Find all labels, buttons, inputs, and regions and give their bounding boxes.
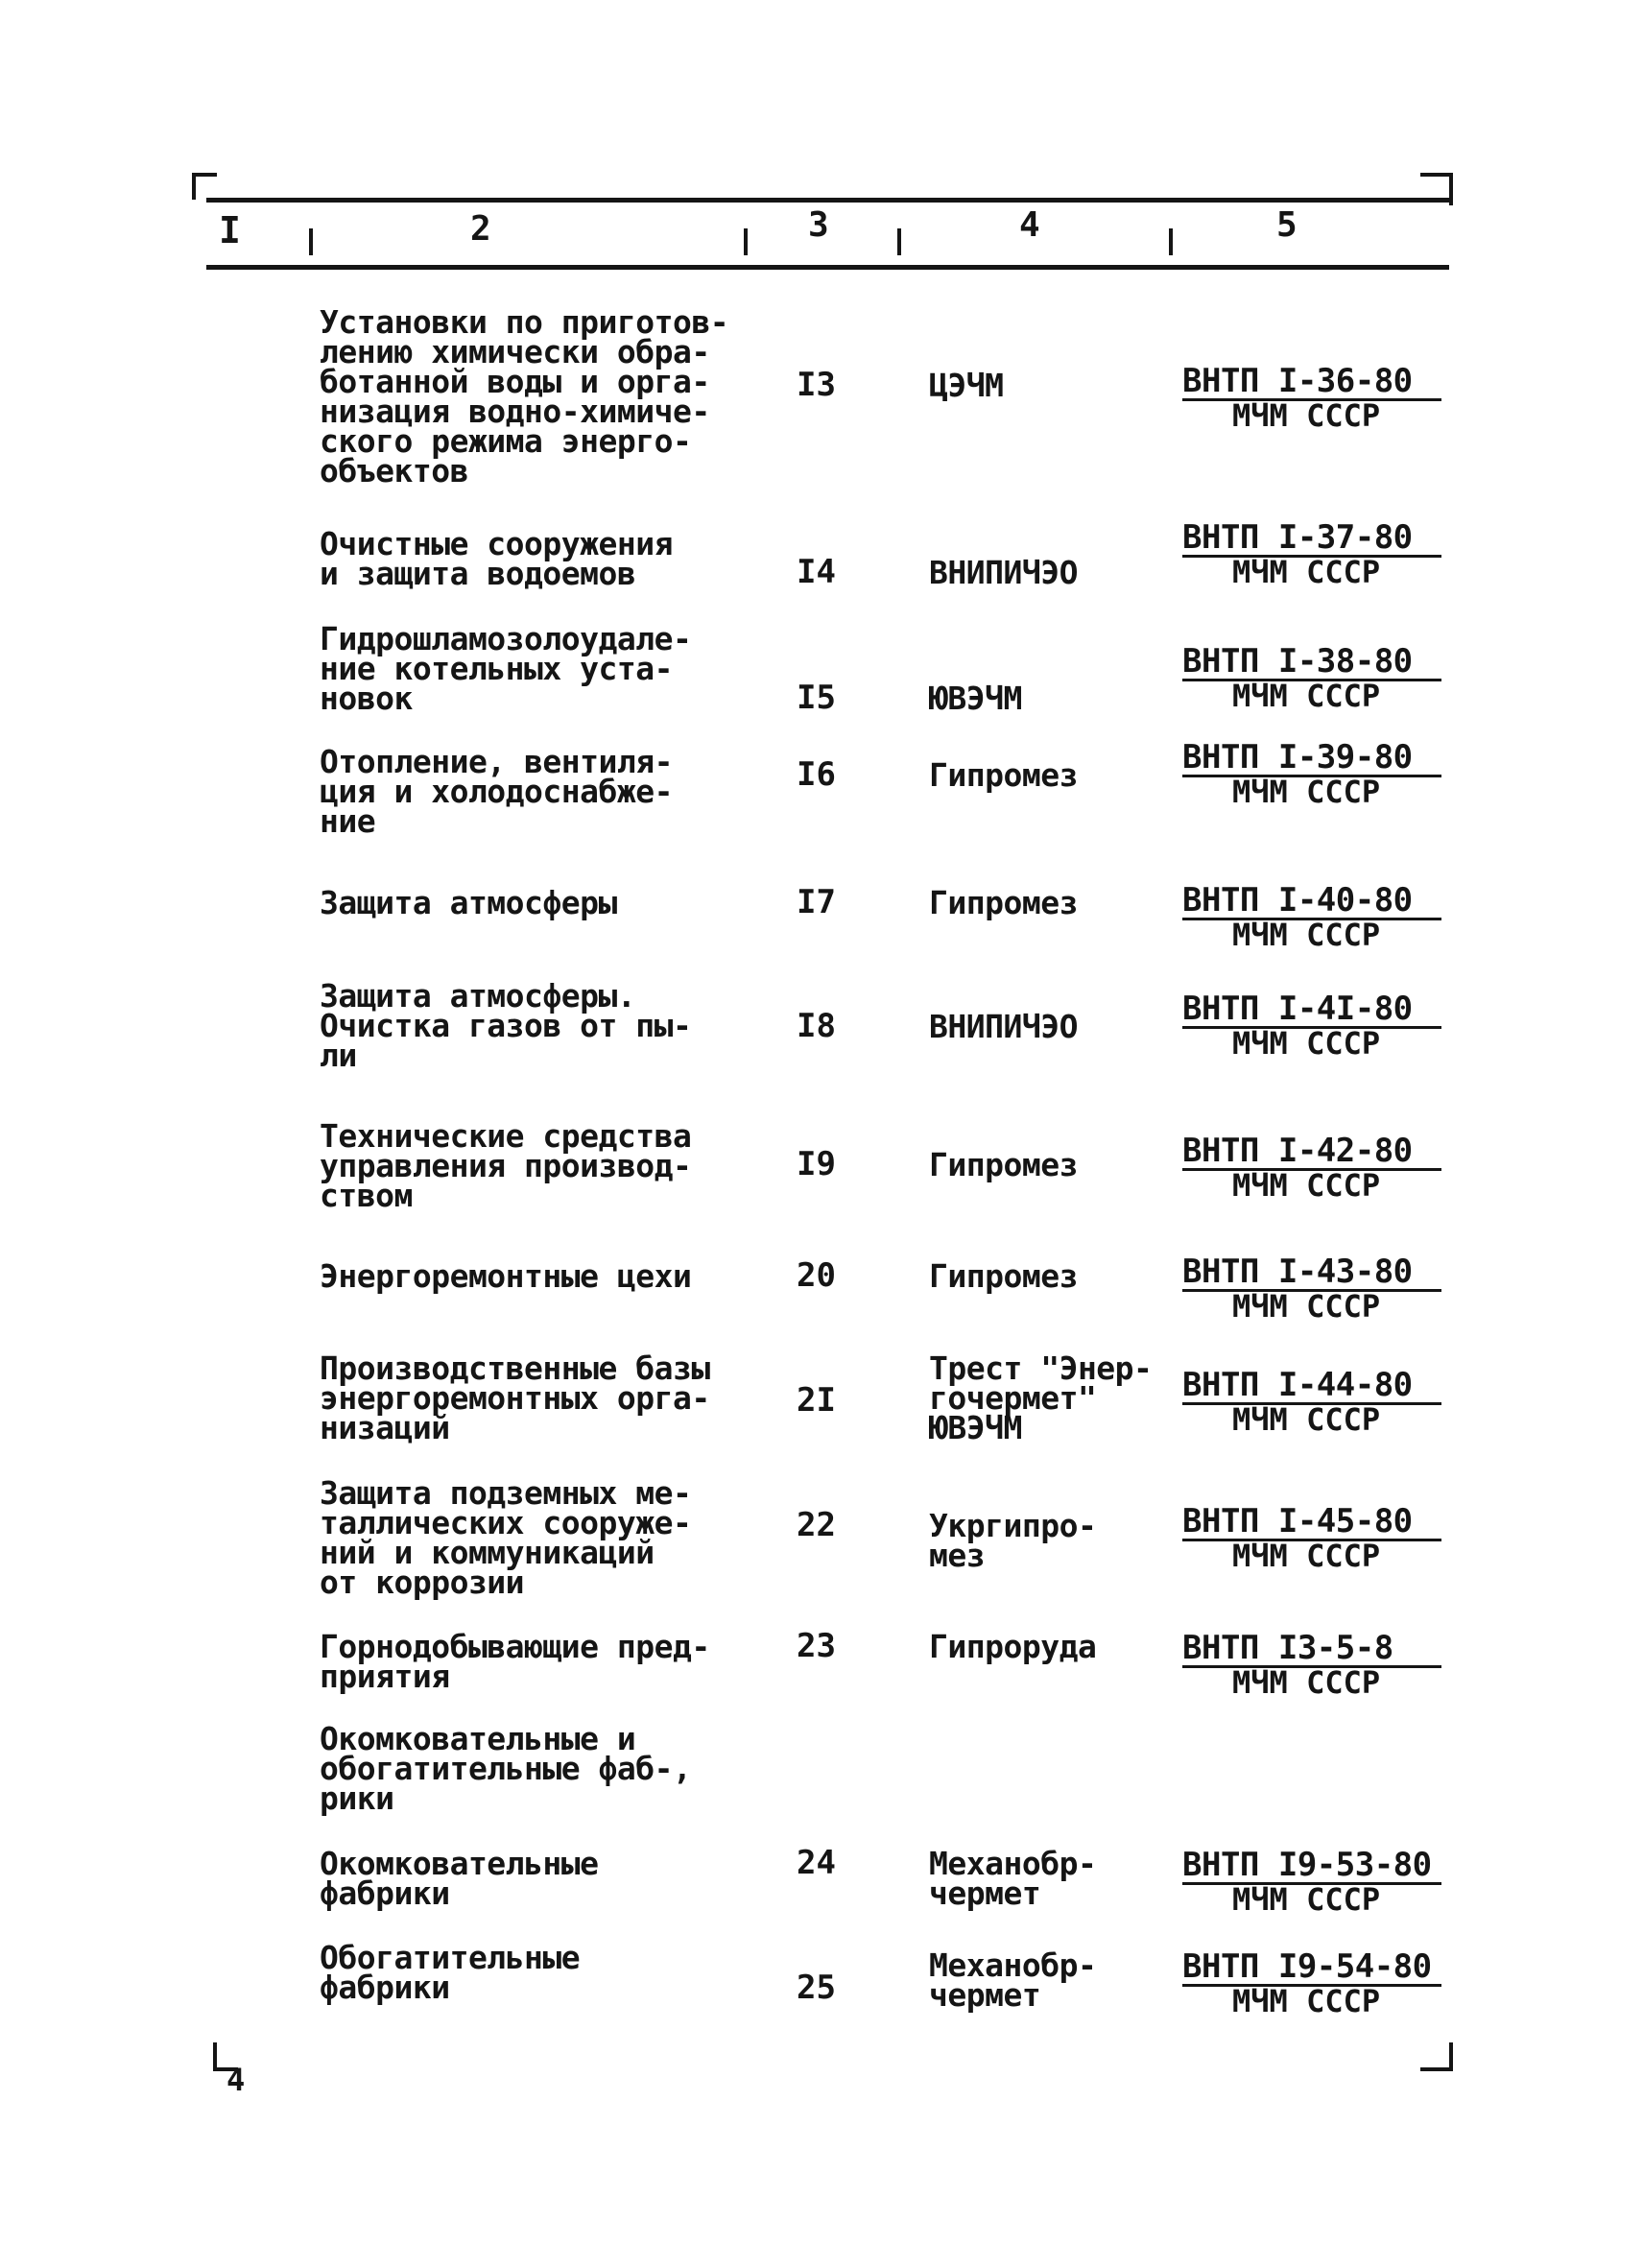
row-number: I7 bbox=[797, 883, 836, 921]
row-organization: ЮВЭЧМ bbox=[929, 680, 1022, 717]
row-document-ref bbox=[1182, 990, 1441, 1062]
section-title: Окомковательные и обогатительные фаб-, рики bbox=[320, 1720, 692, 1817]
document-ministry: МЧМ СССР bbox=[1232, 1881, 1381, 1918]
row-document-ref bbox=[1182, 1366, 1441, 1438]
corner-mark-top-left bbox=[192, 173, 217, 200]
row-organization: Механобр- чермет bbox=[929, 1845, 1097, 1912]
document-ministry: МЧМ СССР bbox=[1232, 1664, 1381, 1701]
row-title: Отопление, вентиля- ция и холодоснабже- ние bbox=[320, 743, 673, 840]
header-separator bbox=[744, 228, 748, 255]
document-ministry: МЧМ СССР bbox=[1232, 1401, 1381, 1438]
document-code: ВНТП I3-5-8 bbox=[1182, 1632, 1441, 1668]
row-organization: Укргипро- мез bbox=[929, 1507, 1097, 1574]
row-organization: Гипромез bbox=[929, 1146, 1078, 1183]
document-code: ВНТП I9-54-80 bbox=[1182, 1950, 1441, 1987]
document-code: ВНТП I-42-80 bbox=[1182, 1134, 1441, 1171]
document-code: ВНТП I-36-80 bbox=[1182, 365, 1441, 401]
row-document-ref bbox=[1182, 1253, 1441, 1325]
table-header-rule bbox=[206, 265, 1449, 270]
row-organization: Гипроруда bbox=[929, 1628, 1097, 1665]
header-separator bbox=[309, 228, 313, 255]
corner-mark-bottom-right bbox=[1420, 2042, 1453, 2071]
row-number: 23 bbox=[797, 1627, 836, 1665]
page-number: 4 bbox=[226, 2062, 246, 2098]
document-code: ВНТП I9-53-80 bbox=[1182, 1849, 1441, 1885]
row-document-ref bbox=[1182, 642, 1441, 714]
row-number: I6 bbox=[797, 755, 836, 794]
row-organization: Гипромез bbox=[929, 1257, 1078, 1295]
column-header-2: 2 bbox=[470, 209, 491, 249]
row-number: 24 bbox=[797, 1844, 836, 1882]
row-number: 25 bbox=[797, 1969, 836, 2007]
row-number: I9 bbox=[797, 1145, 836, 1183]
row-organization: ЦЭЧМ bbox=[929, 367, 1004, 404]
row-document-ref bbox=[1182, 881, 1441, 953]
row-title: Установки по приготов- лению химически обра- ботанной воды и орга- низация водно-химиче- ского режима энерго- объектов bbox=[320, 303, 729, 489]
document-ministry: МЧМ СССР bbox=[1232, 774, 1381, 810]
document-ministry: МЧМ СССР bbox=[1232, 1167, 1381, 1204]
document-code: ВНТП I-39-80 bbox=[1182, 741, 1441, 777]
document-ministry: МЧМ СССР bbox=[1232, 397, 1381, 434]
row-organization: Трест "Энер- гочермет" ЮВЭЧМ bbox=[929, 1349, 1153, 1446]
document-ministry: МЧМ СССР bbox=[1232, 917, 1381, 953]
row-document-ref bbox=[1182, 1846, 1441, 1918]
document-code: ВНТП I-43-80 bbox=[1182, 1255, 1441, 1292]
row-title: Очистные сооружения и защита водоемов bbox=[320, 525, 673, 592]
row-document-ref bbox=[1182, 518, 1441, 590]
document-ministry: МЧМ СССР bbox=[1232, 1538, 1381, 1574]
document-code: ВНТП I-40-80 bbox=[1182, 884, 1441, 920]
row-number: I3 bbox=[797, 366, 836, 404]
column-header-5: 5 bbox=[1276, 205, 1298, 245]
document-ministry: МЧМ СССР bbox=[1232, 1983, 1381, 2019]
row-organization: Механобр- чермет bbox=[929, 1946, 1097, 2014]
row-number: I5 bbox=[797, 679, 836, 717]
column-header-1: I bbox=[219, 209, 241, 251]
document-code: ВНТП I-4I-80 bbox=[1182, 992, 1441, 1029]
row-document-ref bbox=[1182, 1947, 1441, 2019]
row-organization: ВНИПИЧЭО bbox=[929, 554, 1078, 591]
row-number: 2I bbox=[797, 1381, 836, 1420]
table-top-rule bbox=[206, 198, 1449, 203]
row-document-ref bbox=[1182, 1502, 1441, 1574]
column-header-3: 3 bbox=[808, 205, 829, 245]
row-organization: Гипромез bbox=[929, 884, 1078, 921]
column-header-4: 4 bbox=[1019, 205, 1040, 245]
row-document-ref bbox=[1182, 738, 1441, 810]
document-ministry: МЧМ СССР bbox=[1232, 1025, 1381, 1062]
row-title: Гидрошламозолоудале- ние котельных уста- новок bbox=[320, 620, 692, 717]
header-separator bbox=[1169, 228, 1173, 255]
document-code: ВНТП I-45-80 bbox=[1182, 1505, 1441, 1541]
row-title: Защита подземных ме- таллических сооруже- ний и коммуникаций от коррозии bbox=[320, 1474, 692, 1601]
row-document-ref bbox=[1182, 1629, 1441, 1701]
row-title: Технические средства управления производ- ством bbox=[320, 1117, 692, 1214]
row-organization: ВНИПИЧЭО bbox=[929, 1008, 1078, 1045]
row-number: 22 bbox=[797, 1506, 836, 1544]
row-number: 20 bbox=[797, 1256, 836, 1295]
row-document-ref bbox=[1182, 362, 1441, 434]
document-ministry: МЧМ СССР bbox=[1232, 678, 1381, 714]
row-organization: Гипромез bbox=[929, 756, 1078, 794]
row-title: Окомковательные фабрики bbox=[320, 1845, 599, 1912]
row-title: Защита атмосферы. Очистка газов от пы- ли bbox=[320, 977, 692, 1074]
document-ministry: МЧМ СССР bbox=[1232, 1288, 1381, 1325]
document-code: ВНТП I-37-80 bbox=[1182, 521, 1441, 558]
document-code: ВНТП I-38-80 bbox=[1182, 645, 1441, 681]
row-title: Горнодобывающие пред- приятия bbox=[320, 1628, 710, 1695]
document-ministry: МЧМ СССР bbox=[1232, 554, 1381, 590]
row-title: Защита атмосферы bbox=[320, 884, 617, 921]
row-title: Обогатительные фабрики bbox=[320, 1939, 581, 2006]
row-number: I8 bbox=[797, 1007, 836, 1045]
header-separator bbox=[897, 228, 901, 255]
row-title: Энергоремонтные цехи bbox=[320, 1257, 692, 1295]
row-title: Производственные базы энергоремонтных орга- низаций bbox=[320, 1349, 710, 1446]
row-number: I4 bbox=[797, 553, 836, 591]
row-document-ref bbox=[1182, 1132, 1441, 1204]
document-code: ВНТП I-44-80 bbox=[1182, 1369, 1441, 1405]
